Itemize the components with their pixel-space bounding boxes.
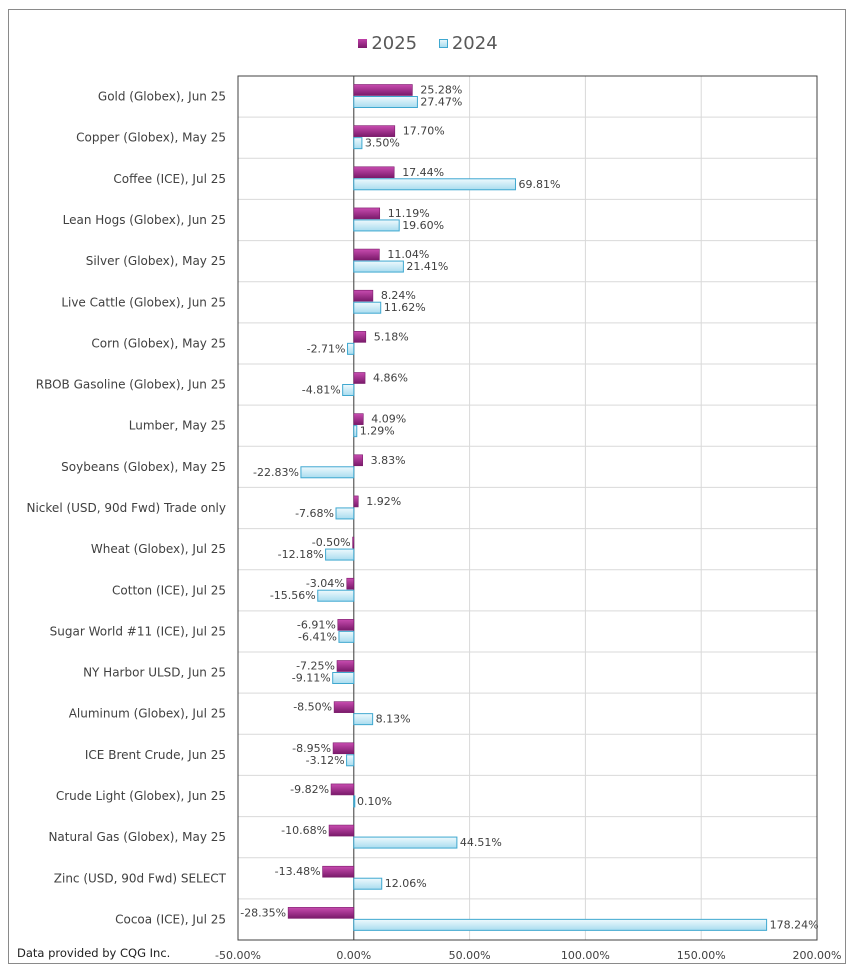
- bar-2024: [354, 138, 362, 149]
- category-label: Soybeans (Globex), May 25: [61, 459, 226, 474]
- data-label-2024: -22.83%: [253, 465, 299, 479]
- bar-2025: [337, 661, 354, 672]
- data-label-2024: -7.68%: [295, 506, 335, 520]
- bar-2024: [348, 343, 354, 354]
- data-label-2024: -6.41%: [298, 630, 337, 644]
- category-label: Natural Gas (Globex), May 25: [48, 830, 226, 845]
- data-label-2025: -9.82%: [290, 782, 330, 796]
- data-label-2024: -3.12%: [305, 753, 345, 767]
- data-label-2024: 27.47%: [420, 95, 463, 109]
- bar-2024: [333, 673, 354, 684]
- data-label-2024: 11.62%: [383, 301, 426, 315]
- bar-2024: [347, 755, 354, 766]
- bar-2025: [338, 619, 354, 630]
- category-label: RBOB Gasoline (Globex), Jun 25: [35, 377, 226, 392]
- data-label-2025: 11.19%: [387, 206, 430, 220]
- data-label-2025: -3.04%: [305, 577, 345, 591]
- data-label-2025: -8.50%: [293, 700, 333, 714]
- x-tick-label: 150.00%: [676, 949, 726, 962]
- bar-2025: [288, 907, 354, 918]
- bar-2024: [354, 878, 382, 889]
- bar-2025: [354, 373, 365, 384]
- bar-2025: [354, 496, 358, 507]
- x-tick-label: 0.00%: [336, 949, 372, 962]
- bar-2025: [354, 167, 394, 178]
- data-label-2024: 0.10%: [357, 794, 392, 808]
- category-label: Nickel (USD, 90d Fwd) Trade only: [26, 501, 226, 515]
- data-label-2024: 8.13%: [375, 712, 411, 726]
- category-label: Sugar World #11 (ICE), Jul 25: [49, 624, 226, 639]
- bar-2025: [331, 784, 354, 795]
- data-label-2025: 8.24%: [380, 289, 416, 303]
- data-label-2025: -13.48%: [274, 865, 321, 879]
- category-label: Wheat (Globex), Jul 25: [90, 542, 226, 557]
- bar-2025: [354, 455, 363, 466]
- data-label-2024: 69.81%: [518, 177, 561, 191]
- category-label: Corn (Globex), May 25: [91, 336, 226, 351]
- data-label-2024: 178.24%: [769, 918, 819, 932]
- data-label-2025: 4.09%: [371, 412, 407, 426]
- data-label-2025: -6.91%: [296, 618, 336, 632]
- data-label-2025: -8.95%: [292, 741, 332, 755]
- data-credit: Data provided by CQG Inc.: [17, 946, 171, 960]
- data-label-2025: 11.04%: [387, 248, 430, 262]
- bar-2025: [354, 414, 363, 425]
- bar-2024: [354, 714, 373, 725]
- bar-2025: [334, 702, 354, 713]
- category-label: Silver (Globex), May 25: [85, 254, 226, 269]
- x-tick-label: 100.00%: [560, 949, 610, 962]
- x-tick-label: -50.00%: [215, 949, 261, 962]
- bar-2024: [354, 837, 457, 848]
- data-label-2025: -0.50%: [311, 536, 351, 550]
- legend-label-2024: 2024: [451, 33, 498, 54]
- data-label-2024: 44.51%: [459, 836, 502, 850]
- data-label-2024: 19.60%: [402, 218, 445, 232]
- bar-2025: [333, 743, 354, 754]
- data-label-2024: -2.71%: [306, 342, 346, 356]
- bar-2024: [354, 426, 357, 437]
- category-label: Aluminum (Globex), Jul 25: [68, 706, 226, 721]
- data-label-2025: 5.18%: [373, 330, 409, 344]
- data-label-2024: 12.06%: [384, 877, 427, 891]
- bar-2024: [354, 261, 404, 272]
- bar-2024: [336, 508, 354, 519]
- labels-layer: [27, 84, 842, 963]
- bar-2024: [301, 467, 354, 478]
- data-label-2025: 3.83%: [370, 453, 406, 467]
- data-label-2024: -12.18%: [277, 548, 324, 562]
- data-label-2025: 25.28%: [420, 83, 463, 97]
- bar-2024: [354, 179, 516, 190]
- bar-2025: [354, 126, 395, 137]
- bar-2025: [354, 331, 366, 342]
- category-label: NY Harbor ULSD, Jun 25: [83, 665, 226, 680]
- bar-2025: [354, 208, 380, 219]
- category-label: Zinc (USD, 90d Fwd) SELECT: [53, 871, 226, 886]
- bar-2025: [354, 85, 413, 96]
- data-label-2025: -28.35%: [240, 906, 287, 920]
- category-label: Crude Light (Globex), Jun 25: [55, 789, 226, 803]
- bar-2024: [326, 549, 354, 560]
- category-label: Lean Hogs (Globex), Jun 25: [62, 213, 226, 227]
- legend-label-2025: 2025: [371, 33, 418, 54]
- data-label-2024: 21.41%: [406, 260, 449, 274]
- bar-2025: [323, 866, 354, 877]
- data-label-2025: 17.44%: [402, 165, 445, 179]
- bar-2024: [354, 220, 399, 231]
- bar-2025: [347, 578, 354, 589]
- category-label: Lumber, May 25: [128, 418, 226, 433]
- bar-2025: [354, 290, 373, 301]
- category-label: Cotton (ICE), Jul 25: [112, 583, 226, 598]
- data-label-2024: 3.50%: [364, 136, 400, 150]
- bar-2024: [339, 631, 354, 642]
- x-tick-label: 50.00%: [448, 949, 491, 962]
- category-label: Coffee (ICE), Jul 25: [113, 171, 226, 186]
- category-label: Cocoa (ICE), Jul 25: [115, 912, 226, 927]
- data-label-2025: 1.92%: [366, 494, 402, 508]
- bar-2024: [318, 590, 354, 601]
- data-label-2025: 17.70%: [402, 124, 445, 138]
- bar-2024: [354, 302, 381, 313]
- bar-2025: [354, 249, 380, 260]
- bar-2024: [354, 919, 767, 930]
- bar-2024: [354, 796, 355, 807]
- bar-2025: [329, 825, 354, 836]
- bar-2024: [343, 385, 354, 396]
- data-label-2025: 4.86%: [373, 371, 409, 385]
- category-label: ICE Brent Crude, Jun 25: [84, 747, 226, 762]
- bar-2025: [353, 537, 354, 548]
- data-label-2024: -15.56%: [269, 589, 316, 603]
- category-label: Copper (Globex), May 25: [76, 130, 226, 145]
- data-label-2025: -10.68%: [281, 824, 328, 838]
- x-tick-label: 200.00%: [792, 949, 842, 962]
- data-label-2024: -4.81%: [301, 383, 341, 397]
- data-label-2024: -9.11%: [291, 671, 331, 685]
- data-label-2025: -7.25%: [296, 659, 336, 673]
- bar-2024: [354, 97, 418, 108]
- category-label: Live Cattle (Globex), Jun 25: [61, 295, 226, 310]
- category-label: Gold (Globex), Jun 25: [97, 89, 226, 104]
- data-label-2024: 1.29%: [359, 424, 395, 438]
